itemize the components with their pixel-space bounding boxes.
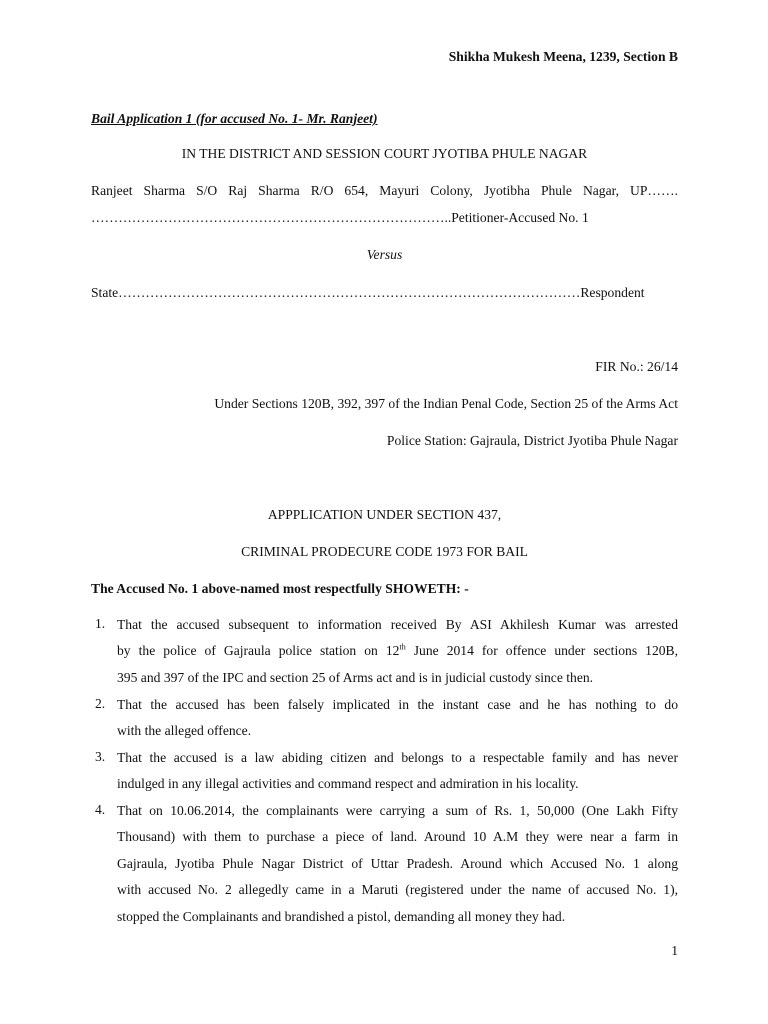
list-text-row: with the alleged offence. — [117, 723, 252, 739]
respondent-line: State…………………………………………………………………………………………Respondent — [91, 285, 645, 300]
versus-label: Versus — [366, 247, 403, 262]
list-number: 3. — [95, 749, 106, 764]
list-text-row: 395 and 397 of the IPC and section 25 of Arms act and is in judicial custody since then. — [117, 669, 594, 685]
list-text-row: with accused No. 2 allegedly came in a Maruti (registered under the name of accused No. 1), — [117, 882, 678, 898]
superscript-th: th — [399, 642, 406, 652]
list-text-row: That the accused subsequent to information received By ASI Akhilesh Kumar was arrested — [117, 617, 678, 632]
sections-line: Under Sections 120B, 392, 397 of the Indian Penal Code, Section 25 of the Arms Act — [214, 396, 678, 411]
fir-number: FIR No.: 26/14 — [595, 359, 678, 374]
petitioner-line-1: Ranjeet Sharma S/O Raj Sharma R/O 654, Mayuri Colony, Jyotibha Phule Nagar, UP……. — [91, 183, 678, 198]
petitioner-line-2: ……………………………………………………………………..Petitioner-Accused No. 1 — [91, 210, 589, 225]
list-text-row: That the accused is a law abiding citizen and belongs to a respectable family and has never — [117, 750, 678, 765]
list-text-row: Gajraula, Jyotiba Phule Nagar District of Uttar Pradesh. Around which Accused No. 1 along — [117, 855, 678, 871]
list-number: 1. — [95, 616, 106, 631]
application-heading-1: APPPLICATION UNDER SECTION 437, — [267, 507, 502, 522]
author-header: Shikha Mukesh Meena, 1239, Section B — [448, 49, 678, 64]
list-number: 4. — [95, 802, 106, 817]
list-text-row: stopped the Complainants and brandished a pistol, demanding all money they had. — [117, 908, 566, 924]
police-station-line: Police Station: Gajraula, District Jyotiba Phule Nagar — [386, 433, 678, 448]
document-title: Bail Application 1 (for accused No. 1- Mr. Ranjeet) — [91, 111, 378, 126]
list-text-row: That on 10.06.2014, the complainants were carrying a sum of Rs. 1, 50,000 (One Lakh Fifty — [117, 803, 678, 818]
list-text-row: by the police of Gajraula police station on 12th June 2014 for offence under sections 120B, — [117, 642, 678, 659]
list-text-row: indulged in any illegal activities and command respect and admiration in his locality. — [117, 776, 579, 792]
court-name: IN THE DISTRICT AND SESSION COURT JYOTIBA PHULE NAGAR — [181, 146, 588, 161]
application-heading-2: CRIMINAL PRODECURE CODE 1973 FOR BAIL — [241, 544, 528, 559]
showeth-line: The Accused No. 1 above-named most respectfully SHOWETH: - — [91, 581, 469, 596]
page-number: 1 — [671, 943, 678, 958]
list-text-row: Thousand) with them to purchase a piece of land. Around 10 A.M they were near a farm in — [117, 829, 678, 845]
list-number: 2. — [95, 696, 106, 711]
list-text-row: That the accused has been falsely implicated in the instant case and he has nothing to do — [117, 697, 678, 712]
